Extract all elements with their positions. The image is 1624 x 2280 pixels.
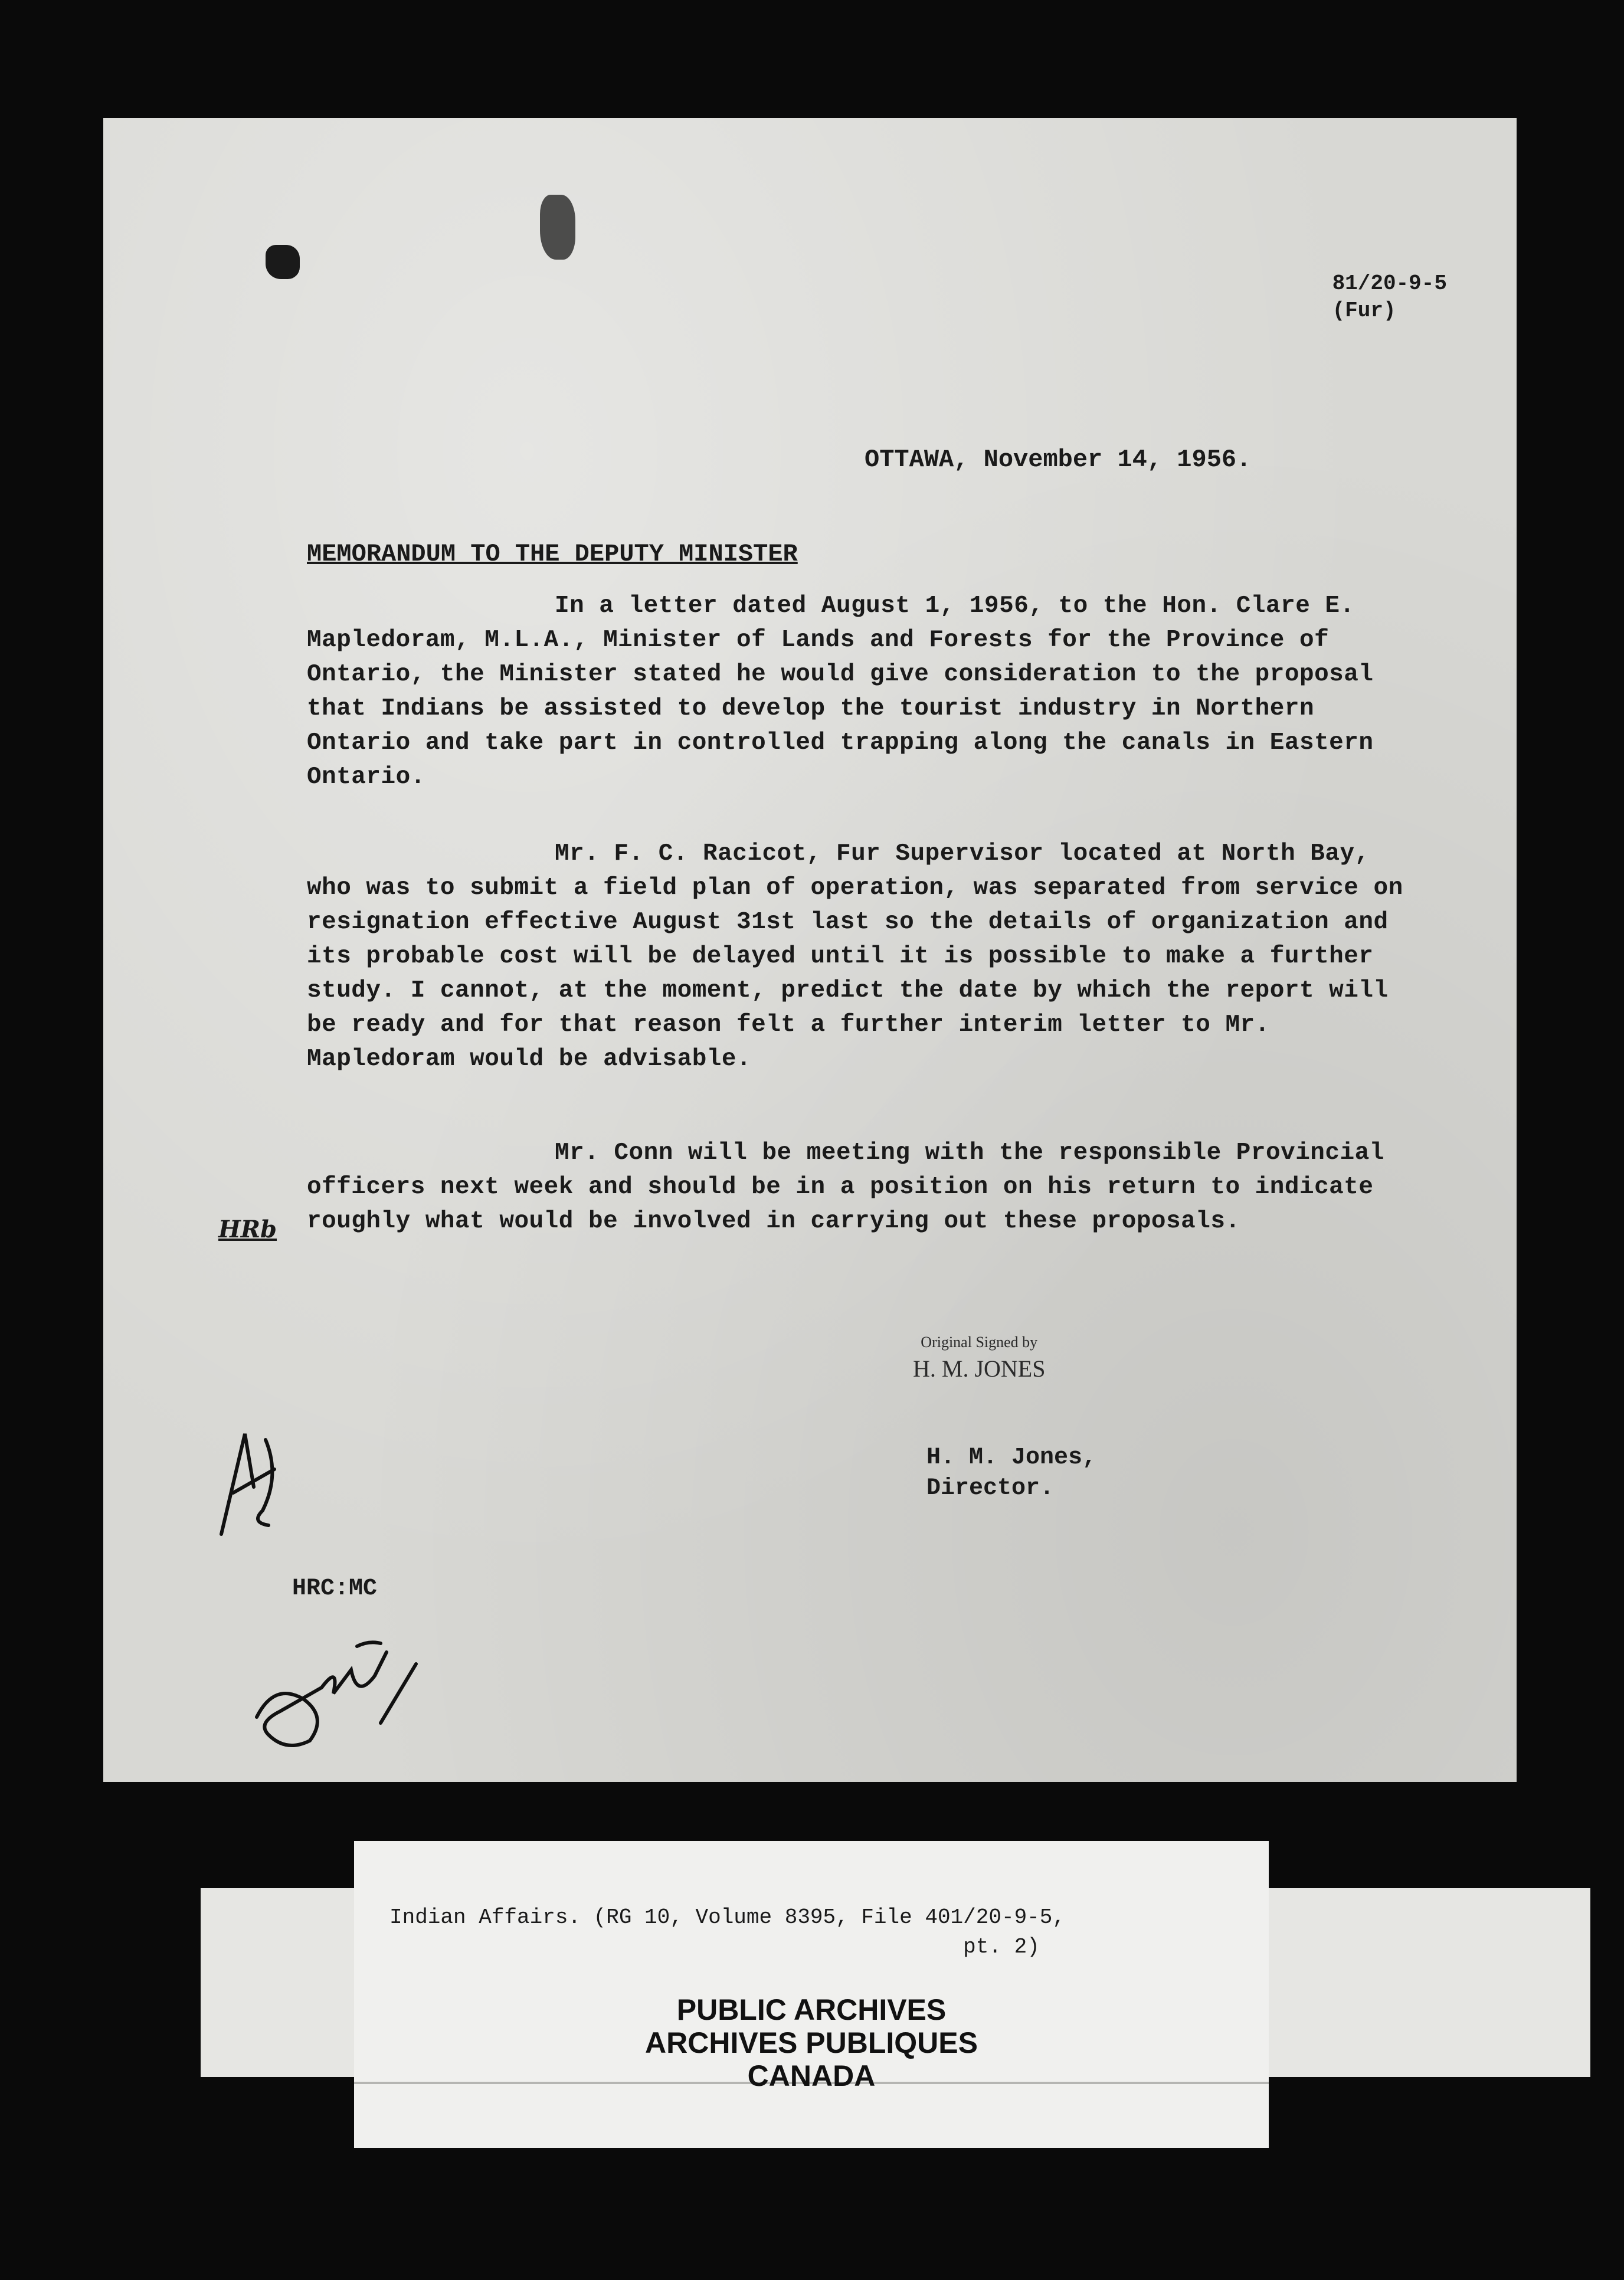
file-ref-number: 81/20-9-5 — [1332, 271, 1447, 296]
archive-name-fr: ARCHIVES PUBLIQUES — [645, 2026, 978, 2059]
handwritten-signature — [239, 1629, 428, 1758]
handwritten-initial — [209, 1422, 292, 1540]
stamp-name: H. M. JONES — [913, 1355, 1046, 1382]
signature-block — [926, 1443, 1096, 1504]
archive-name — [354, 1993, 1269, 2092]
paragraph-2: Mr. F. C. Racicot, Fur Supervisor located at North Bay, who was to submit a field plan of operation, was separated from service on resignation effective August 31st last so the details of organization and its probable cost will be delayed until it is possible to make a further study. I cannot, at the moment, predict the date by which the report will be ready and for that reason felt a further interim letter to Mr. Mapledoram would be advisable. — [307, 840, 1403, 1073]
paragraph-1: In a letter dated August 1, 1956, to the Hon. Clare E. Mapledoram, M.L.A., Minister of Lands and Forests for the Province of Ontario, the Minister stated he would give consideration to the proposal that Indians be assisted to develop the tourist industry in Northern Ontario and take part in controlled trapping along the canals in Eastern Ontario. — [307, 592, 1374, 791]
archive-country: CANADA — [747, 2059, 876, 2092]
ink-blot — [266, 245, 300, 279]
memo-page — [103, 118, 1517, 1782]
ink-smudge — [540, 195, 575, 260]
paragraph-3: Mr. Conn will be meeting with the responsible Provincial officers next week and should be in a position on his return to indicate roughly what would be involved in carrying out these proposals. — [307, 1139, 1384, 1235]
margin-initials: HRb — [218, 1216, 277, 1243]
file-reference — [1332, 270, 1447, 325]
signature-stamp — [913, 1334, 1045, 1383]
memo-heading: MEMORANDUM TO THE DEPUTY MINISTER — [307, 540, 798, 568]
archive-name-en: PUBLIC ARCHIVES — [676, 1993, 947, 2026]
typist-reference: HRC:MC — [292, 1575, 378, 1602]
archive-reference: Indian Affairs. (RG 10, Volume 8395, File 401/20-9-5, pt. 2) — [389, 1905, 1065, 1959]
place-date: OTTAWA, November 14, 1956. — [865, 445, 1252, 474]
signer-title: Director. — [926, 1475, 1055, 1502]
file-ref-category: (Fur) — [1332, 299, 1396, 323]
stamp-caption: Original Signed by — [921, 1334, 1038, 1351]
signer-name: H. M. Jones, — [926, 1444, 1097, 1471]
